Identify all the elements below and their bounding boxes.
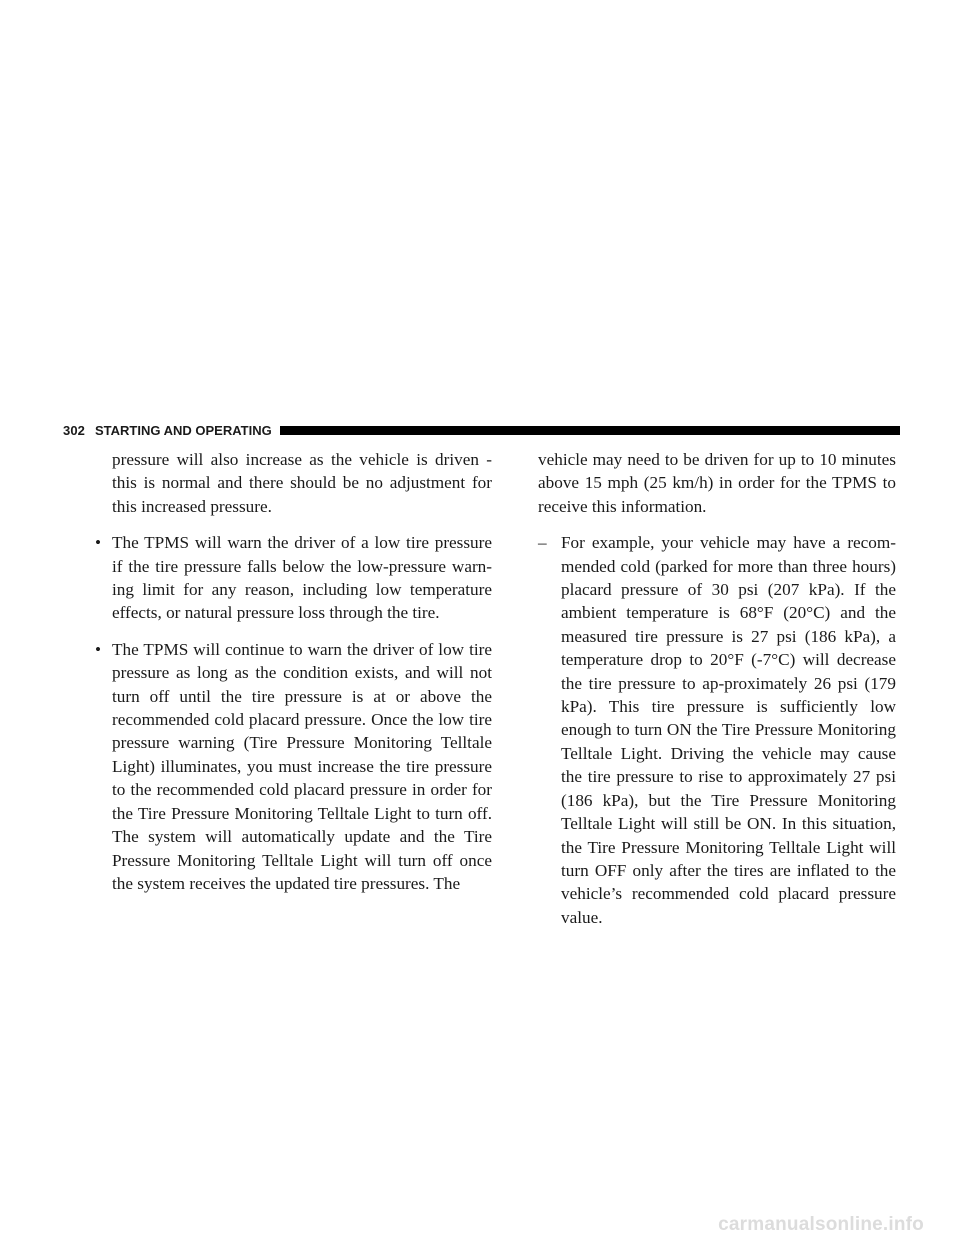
example-item (538, 531, 896, 929)
continuation-paragraph: pressure will also increase as the vehicle is driven - this is normal and there should be no adjustment for this increased pressure. (112, 450, 492, 516)
bullet-item (94, 638, 492, 895)
header-rule (280, 426, 900, 435)
left-column (94, 448, 492, 895)
section-title: STARTING AND OPERATING (95, 422, 272, 438)
bullet-icon: • (94, 533, 102, 553)
bullet-icon: • (94, 639, 102, 659)
watermark: carmanualsonline.info (718, 1214, 924, 1235)
page-number: 302 (63, 422, 85, 438)
bullet-item (94, 531, 492, 625)
page-header (63, 422, 900, 438)
bullet-text: The TPMS will warn the driver of a low tire pressure if the tire pressure falls below the low-pressure warn-ing limit for any reason, including low temperature effects, or natural pressure loss through the tire. (112, 533, 492, 623)
bullet-text: The TPMS will continue to warn the driver of low tire pressure as long as the condition exists, and will not turn off until the tire pressure is at or above the recommended cold placard pressure. Once the low tire pressure warning (Tire Pressure Monitoring Telltale Light) illuminates, you must increase the tire pressure to the recommended cold placard pressure in order for the Tire Pressure Monitoring Telltale Light to turn off. The system will automatically update and the Tire Pressure Monitoring Telltale Light will turn off once the system receives the updated tire pressures. The (112, 639, 492, 893)
right-column (538, 448, 896, 929)
dash-icon: – (538, 533, 547, 553)
continuation-paragraph: vehicle may need to be driven for up to 10 minutes above 15 mph (25 km/h) in order for the TPMS to receive this information. (538, 450, 896, 516)
example-text: For example, your vehicle may have a recom-mended cold (parked for more than three hours) placard pressure of 30 psi (207 kPa). If the ambient temperature is 68°F (20°C) and the measured tire pressure is 27 psi (186 kPa), a temperature drop to 20°F (-7°C) will decrease the tire pressure to ap-proximately 26 psi (179 kPa). This tire pressure is sufficiently low enough to turn ON the Tire Pressure Monitoring Telltale Light. Driving the vehicle may cause the tire pressure to rise to approximately 27 psi (186 kPa), but the Tire Pressure Monitoring Telltale Light will still be ON. In this situation, the Tire Pressure Monitoring Telltale Light will turn OFF only after the tires are inflated to the vehicle’s recommended cold placard pressure value. (561, 533, 896, 927)
